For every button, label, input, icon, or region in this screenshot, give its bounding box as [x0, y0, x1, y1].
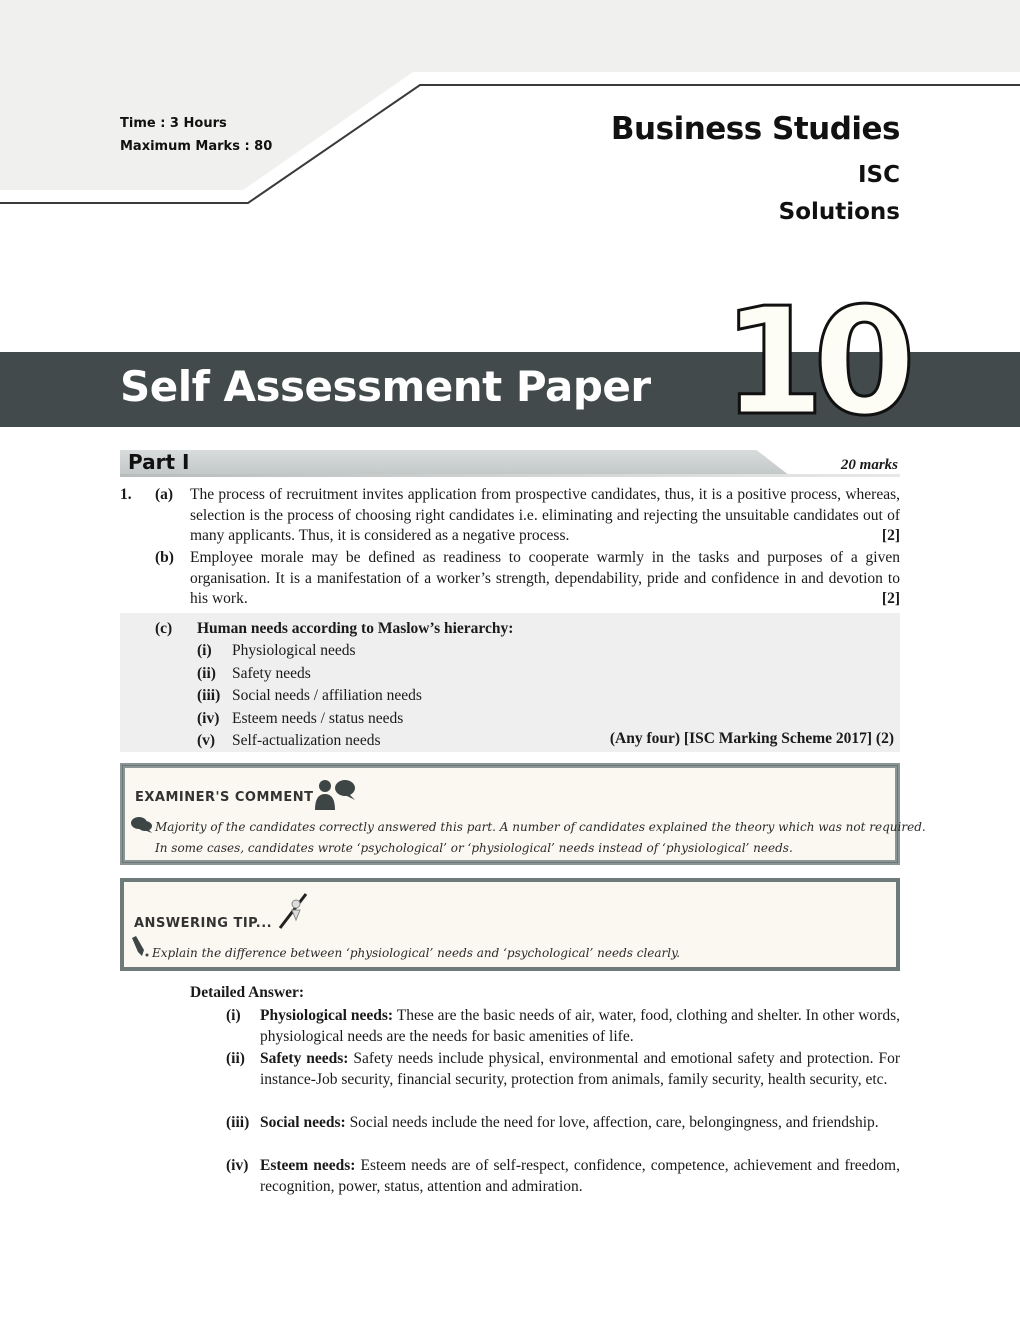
subquestion-label: (c) — [155, 620, 173, 637]
detailed-answer-heading: Detailed Answer: — [190, 984, 305, 1001]
solutions-label: Solutions — [778, 199, 900, 225]
marks: [2] — [881, 527, 900, 544]
figure-with-pen-icon — [274, 890, 310, 930]
pen-nib-icon — [130, 936, 150, 958]
board-label: ISC — [857, 162, 900, 188]
answering-tip-text: Explain the difference between ‘physiological’ needs and ‘psychological’ needs clearly. — [152, 946, 681, 960]
answer-text: The process of recruitment invites application from prospective candidates, thus, it is a positive process, whereas, selection is the process of choosing right candidates i.e. eliminating and rejecting the unsuitable candidates out of many applicants. Thus, it is considered as a negative process. [2] — [190, 485, 900, 547]
answer-text: Employee morale may be defined as readiness to cooperate warmly in the tasks and purposes of a given organisation. It is a manifestation of a worker’s strength, dependability, pride and confidence in and devotion to his work. [2] — [190, 548, 900, 610]
examiners-comment-line-1: Majority of the candidates correctly answered this part. A number of candidates explained the theory which was not required. — [155, 820, 926, 834]
exam-time: Time : 3 Hours — [120, 116, 227, 131]
paper-number: 10 — [722, 276, 904, 448]
answering-tip-heading: ANSWERING TIP... — [134, 916, 273, 931]
people-speech-icon — [311, 778, 359, 812]
examiners-comment-box — [120, 763, 926, 865]
subject-title: Business Studies — [610, 111, 900, 147]
paper-title: Self Assessment Paper — [120, 362, 651, 411]
exam-meta — [120, 112, 272, 158]
marks: [2] — [881, 590, 900, 607]
exam-max-marks: Maximum Marks : 80 — [120, 139, 273, 154]
marking-scheme: (Any four) [ISC Marking Scheme 2017] (2) — [609, 730, 894, 747]
examiners-comment-heading: EXAMINER'S COMMENT — [135, 790, 314, 805]
speech-bubbles-icon — [130, 816, 154, 834]
part-header-bar — [120, 450, 790, 476]
answering-tip-box — [120, 878, 900, 971]
subquestion-label: (a) — [155, 486, 174, 503]
part-marks: 20 marks — [840, 457, 898, 473]
subject-title-block — [611, 108, 900, 230]
subquestion-heading: Human needs according to Maslow’s hierarchy: — [197, 620, 514, 637]
part-label: Part I — [128, 450, 190, 474]
subquestion-label: (b) — [155, 549, 174, 566]
question-number: 1. — [120, 486, 132, 503]
examiners-comment-line-2: In some cases, candidates wrote ‘psychological’ or ‘physiological’ needs instead of ‘physiological’ needs. — [155, 841, 793, 855]
part-header-underline — [120, 474, 900, 477]
